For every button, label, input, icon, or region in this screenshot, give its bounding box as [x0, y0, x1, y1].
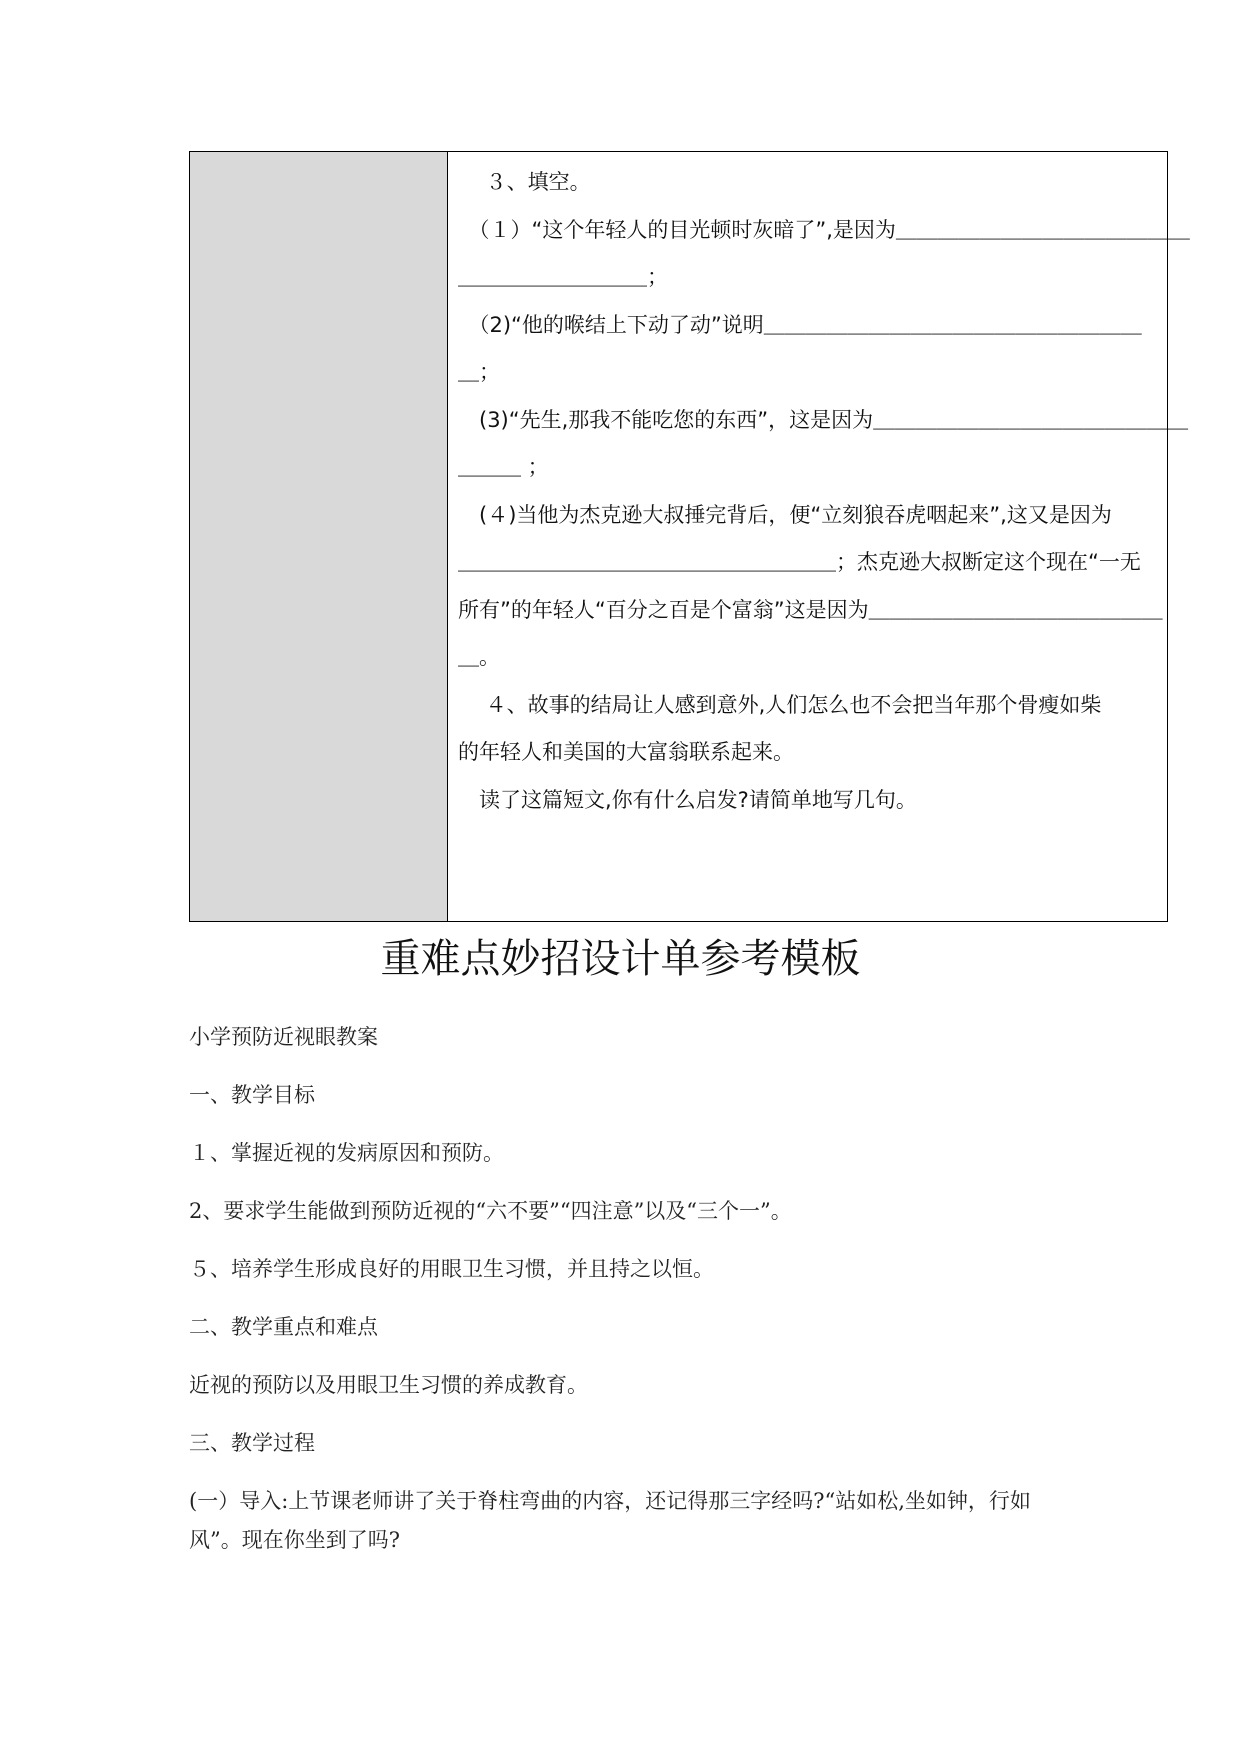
worksheet-right-cell — [448, 152, 1190, 921]
question-3-line-1: (3)“先生,那我不能吃您的东西”，这是因为＿＿＿＿＿＿＿＿＿＿＿＿＿＿＿ — [458, 408, 1189, 432]
objective-3: ５、培养学生形成良好的用眼卫生习惯，并且持之以恒。 — [189, 1257, 714, 1281]
question-2-line-2: ＿； — [458, 360, 500, 384]
fill-blank-heading: ３、填空。 — [458, 170, 591, 194]
question-1-line-2: ＿＿＿＿＿＿＿＿＿； — [458, 265, 668, 289]
objective-1: １、掌握近视的发病原因和预防。 — [189, 1141, 504, 1165]
process-intro-line-1: (一）导入:上节课老师讲了关于脊柱弯曲的内容，还记得那三字经吗?“站如松,坐如钟，行如 — [189, 1489, 1031, 1513]
item-4-line-1: ４、故事的结局让人感到意外,人们怎么也不会把当年那个骨瘦如柴 — [458, 693, 1102, 717]
question-4-line-4: ＿。 — [458, 645, 500, 669]
process-intro-line-2: 风”。现在你坐到了吗? — [189, 1528, 400, 1552]
key-points-text: 近视的预防以及用眼卫生习惯的养成教育。 — [189, 1373, 588, 1397]
lesson-title: 小学预防近视眼教案 — [189, 1025, 378, 1049]
section-heading-process: 三、教学过程 — [189, 1431, 315, 1455]
worksheet-left-cell — [190, 152, 448, 921]
section-heading-objectives: 一、教学目标 — [189, 1083, 315, 1107]
reflection-prompt: 读了这篇短文,你有什么启发?请简单地写几句。 — [458, 788, 917, 812]
question-4-line-3: 所有”的年轻人“百分之百是个富翁”这是因为＿＿＿＿＿＿＿＿＿＿＿＿＿＿ — [458, 598, 1163, 622]
question-4-line-1: (４)当他为杰克逊大叔捶完背后，便“立刻狼吞虎咽起来”,这又是因为 — [458, 503, 1112, 527]
objective-2: 2、要求学生能做到预防近视的“六不要”“四注意”以及“三个一”。 — [189, 1199, 792, 1223]
question-2-line-1: （2)“他的喉结上下动了动”说明＿＿＿＿＿＿＿＿＿＿＿＿＿＿＿＿＿＿ — [458, 313, 1142, 337]
question-3-line-2: ＿＿＿ ； — [458, 455, 549, 479]
page-title: 重难点妙招设计单参考模板 — [380, 936, 861, 982]
question-1-line-1: （１）“这个年轻人的目光顿时灰暗了”,是因为＿＿＿＿＿＿＿＿＿＿＿＿＿＿ — [458, 218, 1190, 242]
item-4-line-2: 的年轻人和美国的大富翁联系起来。 — [458, 740, 794, 764]
section-heading-key-points: 二、教学重点和难点 — [189, 1315, 378, 1339]
question-4-line-2: ＿＿＿＿＿＿＿＿＿＿＿＿＿＿＿＿＿＿；杰克逊大叔断定这个现在“一无 — [458, 550, 1141, 574]
worksheet-table — [189, 151, 1190, 922]
